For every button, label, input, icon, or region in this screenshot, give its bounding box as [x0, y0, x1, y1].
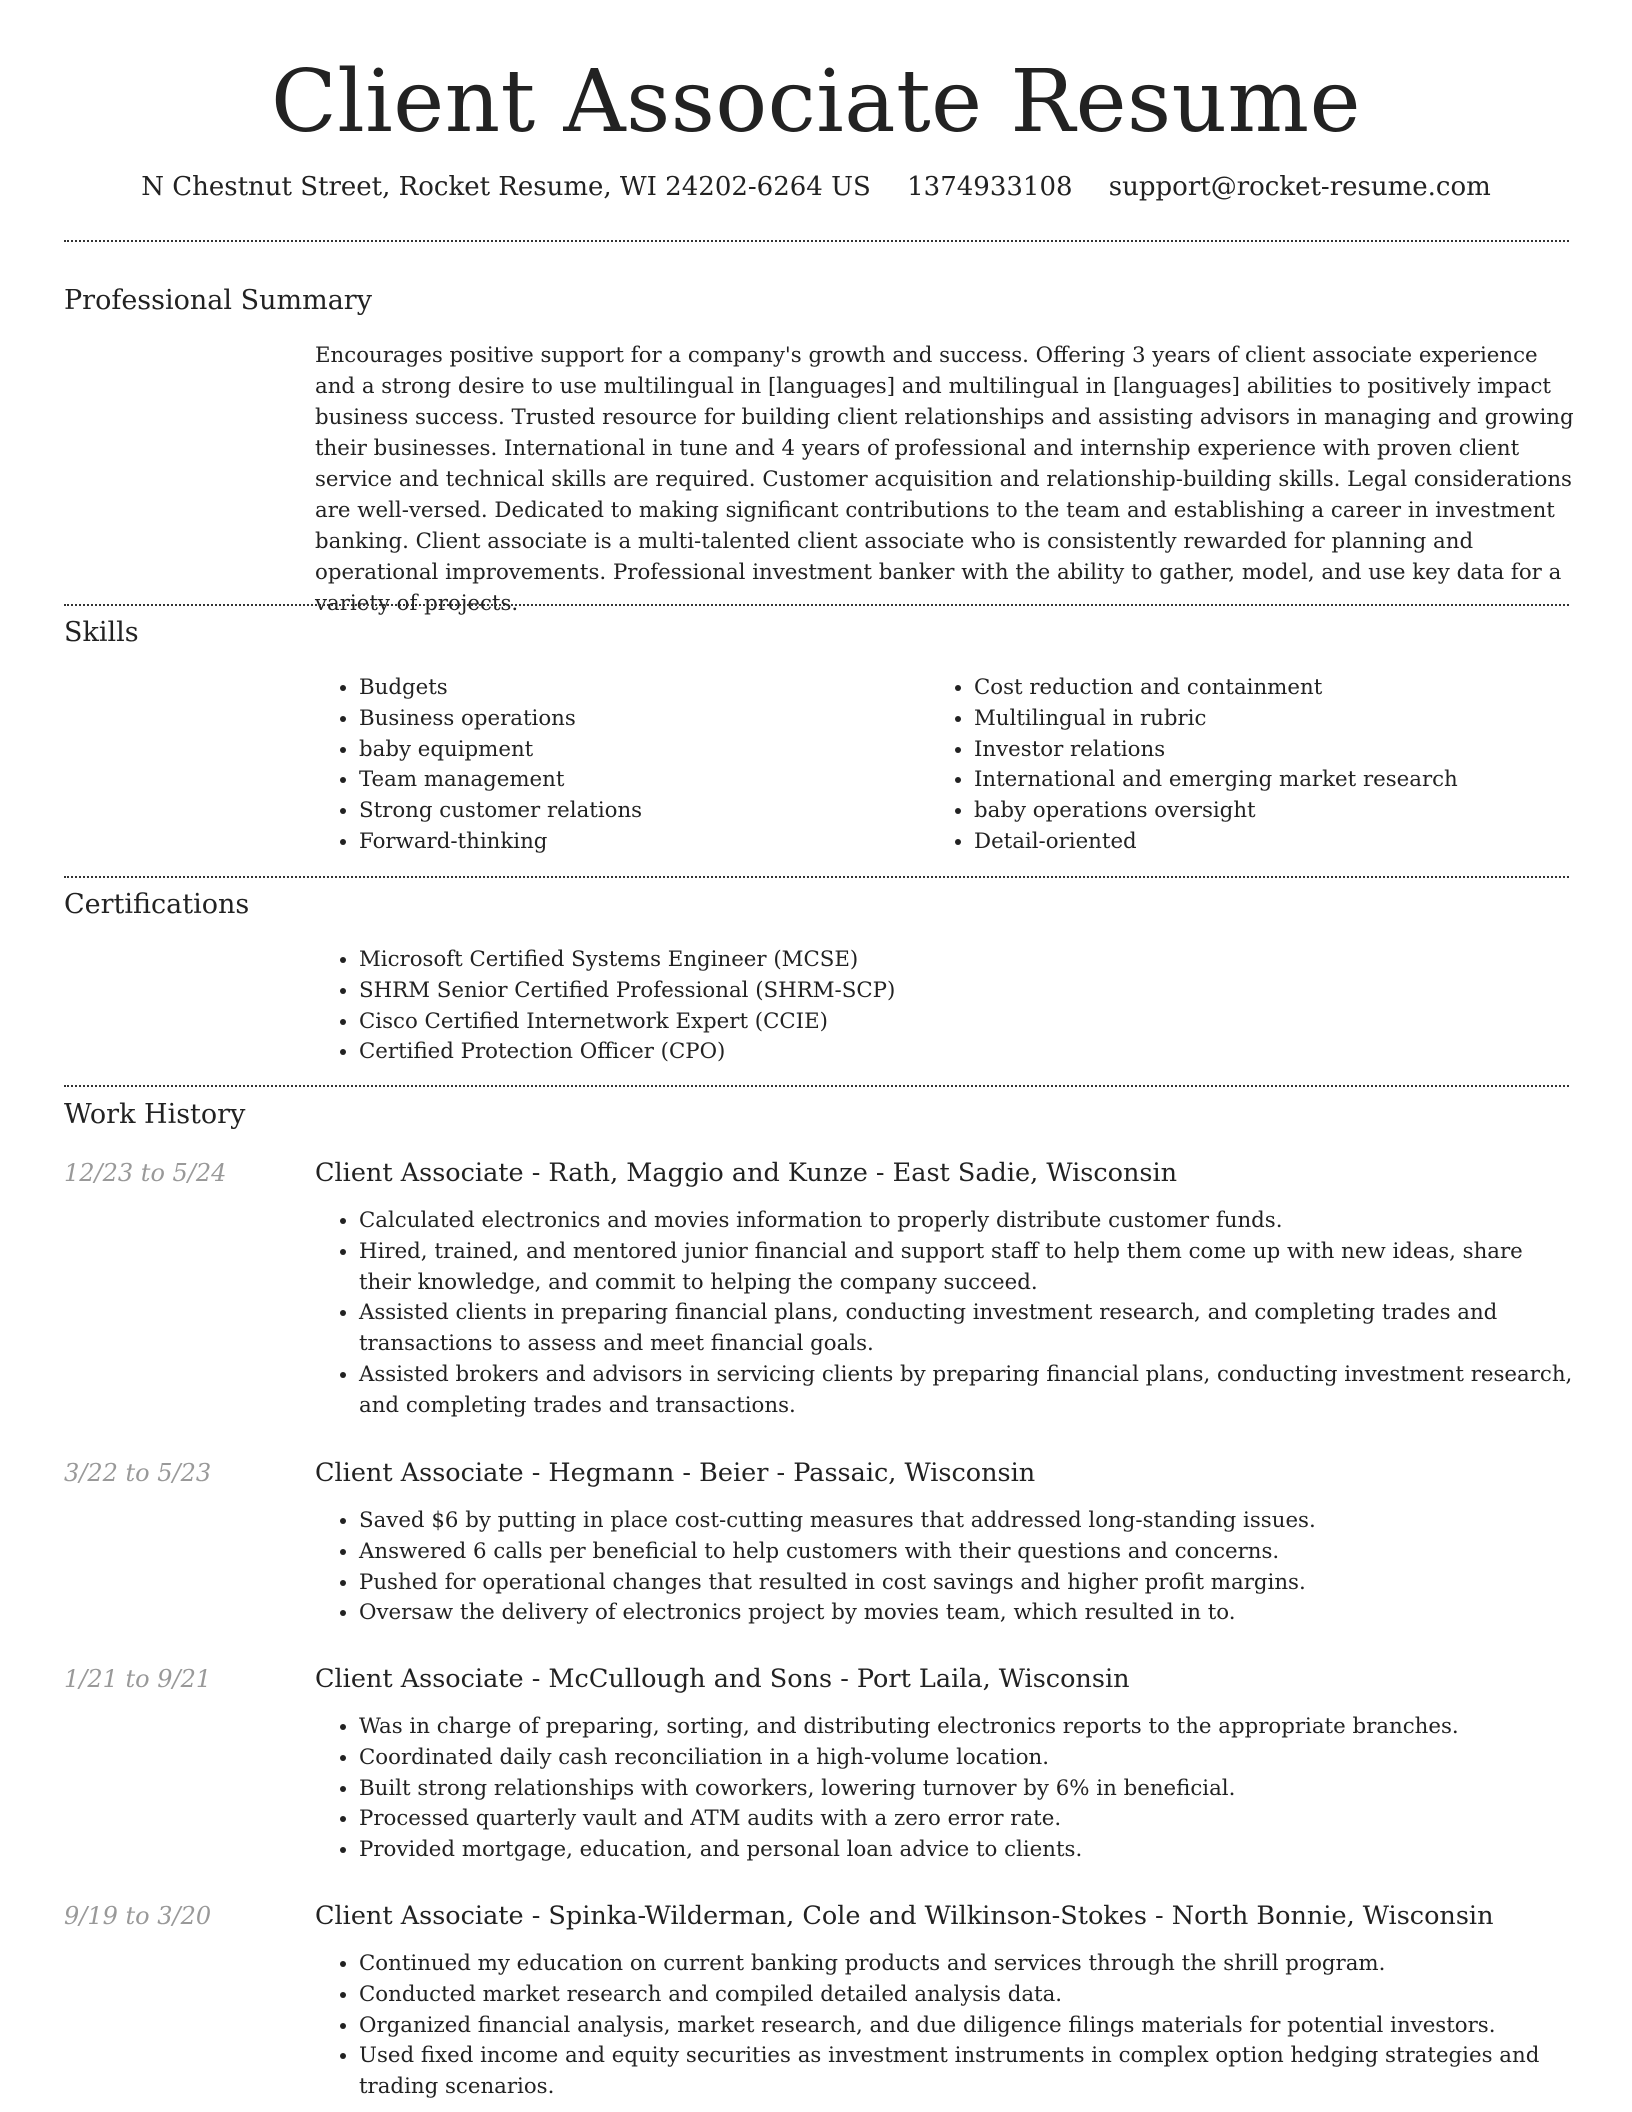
job-duty: • Processed quarterly vault and ATM audits with a zero error rate.: [359, 1804, 1577, 1835]
job-dates: 12/23 to 5/24: [64, 1159, 227, 1187]
job-duties: [315, 1506, 1577, 1629]
job-duty: • Saved $6 by putting in place cost-cutting measures that addressed long-standing issues.: [359, 1506, 1577, 1537]
job-duties: [315, 1712, 1577, 1866]
skill-item: • Forward-thinking: [359, 827, 915, 858]
certification-item: • SHRM Senior Certified Professional (SHRM-SCP): [359, 976, 1577, 1007]
skills-column-right: [930, 673, 1570, 858]
job-duty: • Oversaw the delivery of electronics project by movies team, which resulted in to.: [359, 1598, 1577, 1629]
contact-phone: 1374933108: [907, 172, 1073, 202]
job-title: Client Associate - Rath, Maggio and Kunze - East Sadie, Wisconsin: [315, 1158, 1178, 1188]
summary-text: Encourages positive support for a company's growth and success. Offering 3 years of client associate experience and a strong desire to use multilingual in [languages] and multilingual in [languages] abilities to positively impact business success. Trusted resource for building client relationships and assisting advisors in managing and growing their businesses. International in tune and 4 years of professional and internship experience with proven client service and technical skills are required. Customer acquisition and relationship-building skills. Legal considerations are well-versed. Dedicated to making significant contributions to the team and establishing a career in investment banking. Client associate is a multi-talented client associate who is consistently rewarded for planning and operational improvements. Professional investment banker with the ability to gather, model, and use key data for a variety of projects.: [315, 343, 1574, 616]
contact-address: N Chestnut Street, Rocket Resume, WI 24202-6264 US: [141, 172, 871, 202]
job-duty: • Answered 6 calls per beneficial to help customers with their questions and concerns.: [359, 1537, 1577, 1568]
section-heading-certifications: Certifications: [64, 889, 250, 920]
job-dates: 3/22 to 5/23: [64, 1459, 212, 1487]
job-title: Client Associate - McCullough and Sons - Port Laila, Wisconsin: [315, 1664, 1130, 1694]
job-title: Client Associate - Hegmann - Beier - Passaic, Wisconsin: [315, 1458, 1036, 1488]
certification-item: • Certified Protection Officer (CPO): [359, 1037, 1577, 1068]
resume-title: Client Associate Resume: [271, 52, 1361, 152]
skill-item: • Team management: [359, 765, 915, 796]
skill-item: • Multilingual in rubric: [974, 704, 1570, 735]
skill-item: • Investor relations: [974, 735, 1570, 766]
job-dates: 9/19 to 3/20: [64, 1902, 212, 1930]
job-title: Client Associate - Spinka-Wilderman, Cole and Wilkinson-Stokes - North Bonnie, Wisconsin: [315, 1901, 1494, 1931]
section-heading-skills: Skills: [64, 617, 139, 648]
certification-item: • Microsoft Certified Systems Engineer (MCSE): [359, 945, 1577, 976]
divider: [64, 604, 1569, 606]
job-duty: • Assisted brokers and advisors in servicing clients by preparing financial plans, conducting investment research, and completing trades and transactions.: [359, 1360, 1577, 1422]
skill-item: • International and emerging market research: [974, 765, 1570, 796]
skills-column-left: [315, 673, 915, 858]
section-heading-work-history: Work History: [64, 1099, 246, 1130]
job-duty: • Pushed for operational changes that resulted in cost savings and higher profit margins.: [359, 1568, 1577, 1599]
job-duty: • Calculated electronics and movies information to properly distribute customer funds.: [359, 1206, 1577, 1237]
job-duty: • Organized financial analysis, market research, and due diligence filings materials for potential investors.: [359, 2011, 1577, 2042]
divider: [64, 876, 1569, 878]
divider: [64, 240, 1569, 242]
contact-email: support@rocket-resume.com: [1108, 172, 1491, 202]
skill-item: • baby equipment: [359, 735, 915, 766]
contact-line: [0, 170, 1632, 204]
job-duties: [315, 1949, 1577, 2103]
section-heading-summary: Professional Summary: [64, 285, 372, 316]
job-dates: 1/21 to 9/21: [64, 1665, 212, 1693]
job-duty: • Assisted clients in preparing financial plans, conducting investment research, and completing trades and transactions to assess and meet financial goals.: [359, 1298, 1577, 1360]
certification-item: • Cisco Certified Internetwork Expert (CCIE): [359, 1007, 1577, 1038]
job-duty: • Used fixed income and equity securities as investment instruments in complex option hedging strategies and trading scenarios.: [359, 2041, 1577, 2103]
job-duty: • Conducted market research and compiled detailed analysis data.: [359, 1980, 1577, 2011]
skill-item: • Business operations: [359, 704, 915, 735]
skill-item: • Budgets: [359, 673, 915, 704]
job-duties: [315, 1206, 1577, 1422]
skill-item: • Detail-oriented: [974, 827, 1570, 858]
skill-item: • Cost reduction and containment: [974, 673, 1570, 704]
skill-item: • Strong customer relations: [359, 796, 915, 827]
certifications-list: [315, 945, 1577, 1068]
job-duty: • Coordinated daily cash reconciliation in a high-volume location.: [359, 1743, 1577, 1774]
job-duty: • Provided mortgage, education, and personal loan advice to clients.: [359, 1835, 1577, 1866]
divider: [64, 1085, 1569, 1087]
job-duty: • Continued my education on current banking products and services through the shrill program.: [359, 1949, 1577, 1980]
job-duty: • Was in charge of preparing, sorting, and distributing electronics reports to the appropriate branches.: [359, 1712, 1577, 1743]
skill-item: • baby operations oversight: [974, 796, 1570, 827]
job-duty: • Built strong relationships with coworkers, lowering turnover by 6% in beneficial.: [359, 1774, 1577, 1805]
job-duty: • Hired, trained, and mentored junior financial and support staff to help them come up with new ideas, share their knowledge, and commit to helping the company succeed.: [359, 1237, 1577, 1299]
